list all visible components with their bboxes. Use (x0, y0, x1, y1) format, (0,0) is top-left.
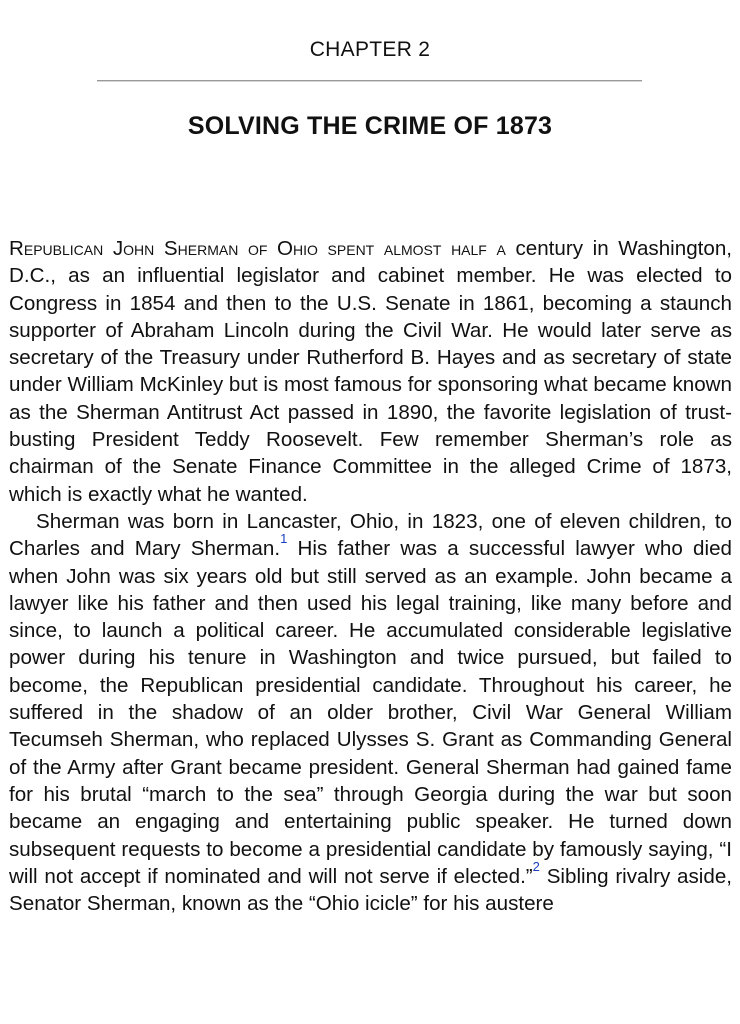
chapter-title: SOLVING THE CRIME OF 1873 (187, 112, 553, 140)
paragraph-1-text: century in Washington, D.C., as an influential legislator and cabinet member. He was elected to Congress in 1854 and then to the U.S. Senate in 1861, becoming a staunch supporter of Abraham Lincoln during the Civil War. He would later serve as secretary of the Treasury under Rutherford B. Hayes and as secretary of state under William McKinley but is most famous for sponsoring what became known as the Sherman Antitrust Act passed in 1890, the favorite legislation of trust-busting President Teddy Roosevelt. Few remember Sherman’s role as chairman of the Senate Finance Committee in the alleged Crime of 1873, which is exactly what he wanted. (9, 237, 732, 506)
chapter-label: CHAPTER 2 (309, 38, 431, 61)
paragraph-2 (9, 508, 732, 917)
footnote-ref-2[interactable]: 2 (532, 858, 540, 874)
paragraph-2-text-a: Sherman was born in Lancaster, Ohio, in 1823, one of eleven children, to Charles and Mary Sherman. (9, 509, 732, 561)
paragraph-2-text-c: Sibling rivalry aside, Senator Sherman, known as the “Ohio icicle” for his austere (9, 864, 732, 916)
header-divider (97, 80, 642, 81)
paragraph-lead-smallcaps: Republican John Sherman of Ohio spent almost half a (9, 237, 506, 260)
paragraph-1 (9, 235, 732, 508)
body-text (9, 235, 732, 917)
footnote-ref-1[interactable]: 1 (280, 531, 288, 547)
paragraph-2-text-b: His father was a successful lawyer who died when John was six years old but still served as an example. John became a lawyer like his father and then used his legal training, like many before and since, to launch a political career. He accumulated considerable legislative power during his tenure in Washington and twice pursued, but failed to become, the Republican presidential candidate. Throughout his career, he suffered in the shadow of an older brother, Civil War General William Tecumseh Sherman, who replaced Ulysses S. Grant as Commanding General of the Army after Grant became president. General Sherman had gained fame for his brutal “march to the sea” through Georgia during the war but soon became an engaging and entertaining public speaker. He turned down subsequent requests to become a presidential candidate by famously saying, “I will not accept if nominated and will not serve if elected.” (9, 537, 732, 888)
